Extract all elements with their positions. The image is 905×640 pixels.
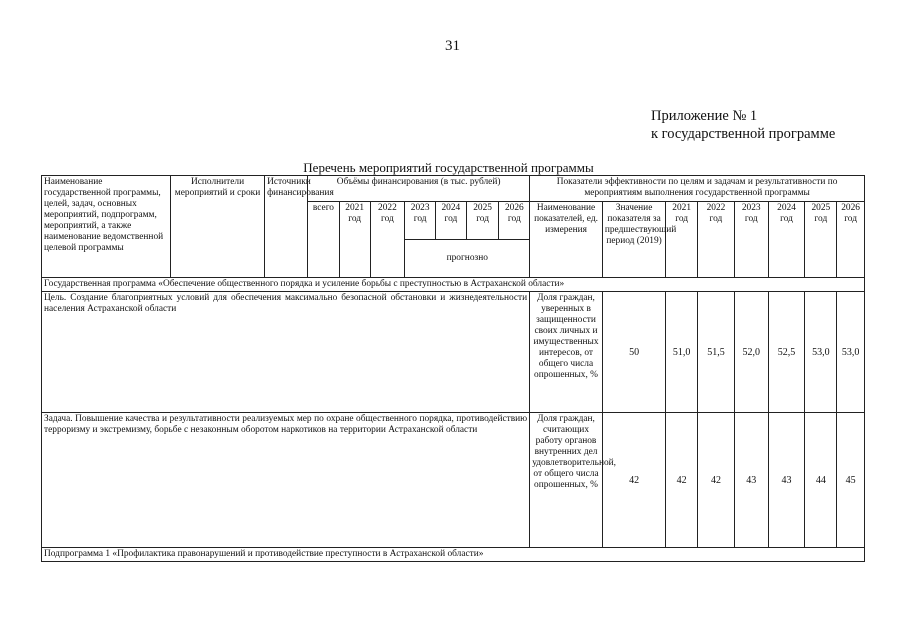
goal-value-2022: 51,5 <box>698 292 735 413</box>
appendix-line-2: к государственной программе <box>651 126 836 142</box>
header-ind-2021: 2021 год <box>666 202 698 278</box>
task-value-2024: 43 <box>768 413 805 548</box>
goal-value-2021: 51,0 <box>666 292 698 413</box>
goal-indicator: Доля граждан, уверенных в защищенности своих личных и имущественных интересов, от общего числа опрошенных, % <box>530 292 603 413</box>
header-2021: 2021 год <box>339 202 370 278</box>
header-2026: 2026 год <box>499 202 530 240</box>
page-number: 31 <box>445 38 460 54</box>
goal-value-2023: 52,0 <box>734 292 768 413</box>
subprogram-row: Подпрограмма 1 «Профилактика правонарушений и противодействие преступности в Астраханской области» <box>42 548 865 562</box>
header-ind-2023: 2023 год <box>734 202 768 278</box>
header-executors: Исполнители мероприятий и сроки <box>170 176 264 278</box>
goal-value-2025: 53,0 <box>805 292 837 413</box>
task-value-2026: 45 <box>837 413 865 548</box>
task-base-value: 42 <box>602 413 665 548</box>
header-name-col: Наименование государственной программы, целей, задач, основных мероприятий, подпрограмм, мероприятий, а также наименование ведомственной целевой программы <box>42 176 171 278</box>
appendix-heading <box>651 107 835 143</box>
measures-table <box>41 175 865 562</box>
header-total: всего <box>308 202 340 278</box>
task-indicator: Доля граждан, считающих работу органов внутренних дел удовлетворительной, от общего числа опрошенных, % <box>530 413 603 548</box>
header-sources: Источники финансирования <box>265 176 308 278</box>
header-2023: 2023 год <box>405 202 436 240</box>
goal-value-2026: 53,0 <box>837 292 865 413</box>
header-forecast: прогнозно <box>405 240 530 278</box>
task-value-2025: 44 <box>805 413 837 548</box>
header-ind-2026: 2026 год <box>837 202 865 278</box>
header-ind-2022: 2022 год <box>698 202 735 278</box>
header-indicator-name: Наименование показателей, ед. измерения <box>530 202 603 278</box>
header-indicators-group: Показатели эффективности по целям и задачам и результативности по мероприятиям выполнения государственной программы <box>530 176 865 202</box>
appendix-line-1: Приложение № 1 <box>651 108 758 124</box>
task-value-2022: 42 <box>698 413 735 548</box>
header-2024: 2024 год <box>436 202 467 240</box>
task-value-2023: 43 <box>734 413 768 548</box>
header-ind-2024: 2024 год <box>768 202 805 278</box>
header-2022: 2022 год <box>370 202 405 278</box>
header-base-value: Значение показателя за предшествующий период (2019) <box>602 202 665 278</box>
header-funding-group: Объёмы финансирования (в тыс. рублей) <box>308 176 530 202</box>
task-value-2021: 42 <box>666 413 698 548</box>
header-2025: 2025 год <box>466 202 499 240</box>
goal-base-value: 50 <box>602 292 665 413</box>
table-title: Перечень мероприятий государственной программы <box>303 160 594 175</box>
program-row: Государственная программа «Обеспечение общественного порядка и усиление борьбы с преступностью в Астраханской области» <box>42 278 865 292</box>
goal-text: Цель. Создание благоприятных условий для обеспечения максимально безопасной обстановки и жизнедеятельности населения Астраханской области <box>42 292 530 413</box>
goal-value-2024: 52,5 <box>768 292 805 413</box>
task-text: Задача. Повышение качества и результативности реализуемых мер по охране общественного порядка, противодействию терроризму и экстремизму, борьбе с незаконным оборотом наркотиков на территории Астраханской области <box>42 413 530 548</box>
header-ind-2025: 2025 год <box>805 202 837 278</box>
